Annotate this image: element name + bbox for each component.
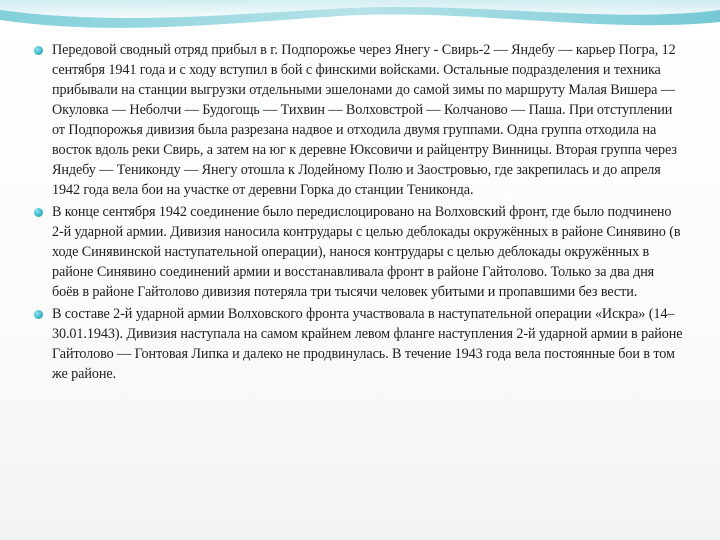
bullet-icon: [34, 208, 43, 217]
paragraph-2: [34, 202, 684, 302]
paragraph-1-text: Передовой сводный отряд прибыл в г. Подпорожье через Янегу - Свирь-2 — Яндебу — карьер Погра, 12 сентября 1941 года и с ходу вступил в бой с финскими войсками. Остальные подразделения и техника прибывали на станции выгрузки отдельными эшелонами до самой зимы по маршруту Малая Вишера — Окуловка — Неболчи — Будогощь — Тихвин — Волховстрой — Колчаново — Паша. При отступлении от Подпорожья дивизия была разрезана надвое и отходила двумя группами. Одна группа отходила на восток вдоль реки Свирь, а затем на юг к деревне Юксовичи и райцентру Винницы. Вторая группа через Яндебу — Тениконду — Янегу отошла к Лодейному Полю и Заостровью, где закрепилась и до апреля 1942 года вела бои на участке от деревни Горка до станции Тениконда.: [52, 42, 677, 198]
paragraph-2-text: В конце сентября 1942 соединение было передислоцировано на Волховский фронт, где было подчинено 2-й ударной армии. Дивизия наносила контрудары с целью деблокады окружённых в районе Синявино (в ходе Синявинской наступательной операции), нанося контрудары с целью деблокады окружённых в районе Синявино соединений армии и восстанавливала фронт в районе Гайтолово. Только за два дня боёв в районе Гайтолово дивизия потеряла три тысячи человек убитыми и пропавшими без вести.: [52, 204, 681, 300]
paragraph-3: [34, 304, 684, 384]
paragraph-1: [34, 40, 684, 200]
bullet-icon: [34, 310, 43, 319]
paragraph-3-text: В составе 2-й ударной армии Волховского фронта участвовала в наступательной операции «Искра» (14–30.01.1943). Дивизия наступала на самом крайнем левом фланге наступления 2-й ударной армии в районе Гайтолово — Гонтовая Липка и далеко не продвинулась. В течение 1943 года вела постоянные бои в том же районе.: [52, 306, 683, 382]
text-body: [34, 40, 684, 386]
bullet-icon: [34, 46, 43, 55]
header-wave-decoration: [0, 0, 720, 42]
